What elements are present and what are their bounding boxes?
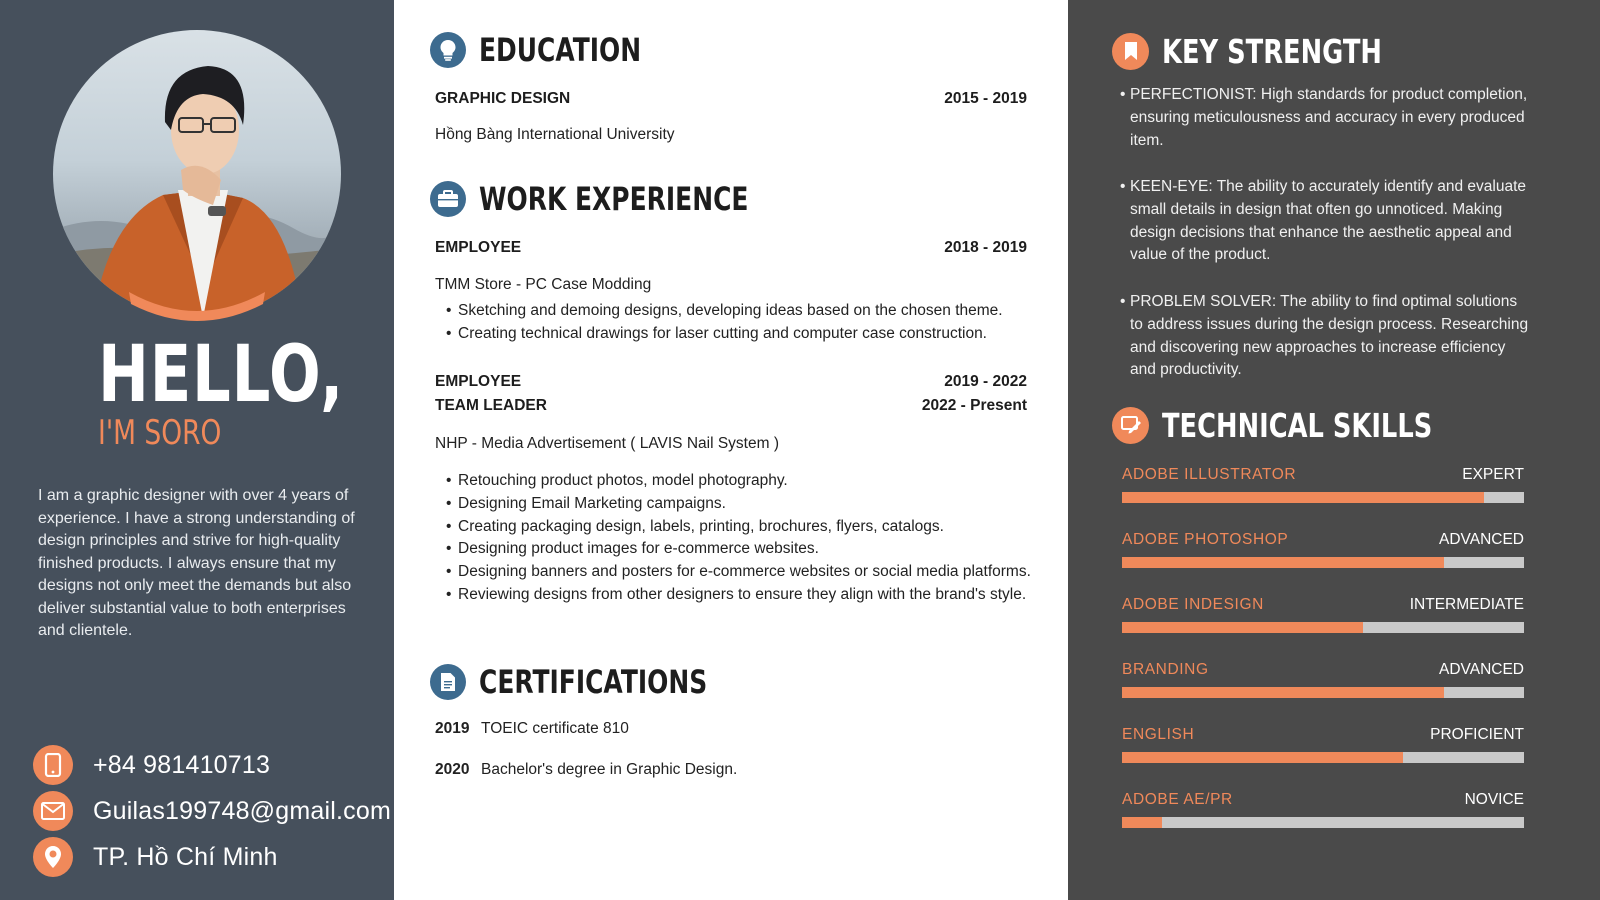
contact-location (33, 837, 383, 877)
job1-years: 2018 - 2019 (944, 239, 1027, 256)
strength-text: KEEN-EYE: The ability to accurately identify and evaluate small details in design that often go unnoticed. Making design decisions that enhance the aesthetic appeal and value of the product. (1130, 178, 1527, 264)
name-subheading: I'M SORO (98, 413, 222, 453)
job2-years1: 2019 - 2022 (944, 373, 1027, 390)
skill-level: PROFICIENT (1430, 726, 1524, 743)
bookmark-icon (1112, 33, 1149, 70)
skill-bar-fill (1122, 687, 1444, 698)
skill-bar-fill (1122, 492, 1484, 503)
work-header (430, 180, 824, 218)
work-title: WORK EXPERIENCE (479, 180, 749, 218)
skill-level: NOVICE (1464, 791, 1524, 808)
right-panel (1068, 0, 1600, 900)
strength-item: • KEEN-EYE: The ability to accurately identify and evaluate small details in design that often go unnoticed. Making design decisions that enhance the aesthetic appeal and value of the product. (1120, 178, 1527, 264)
education-title: EDUCATION (479, 31, 642, 69)
job1-row (435, 239, 1027, 257)
list-item: • Creating technical drawings for laser cutting and computer case construction. (446, 323, 1003, 346)
main-content (394, 0, 1068, 900)
education-header (430, 31, 687, 69)
education-row (435, 90, 1027, 108)
skill-level: ADVANCED (1439, 531, 1524, 548)
greeting-heading: HELLO, (98, 330, 345, 420)
skills-header (1112, 405, 1509, 445)
contact-phone (33, 745, 383, 785)
skill-bar (1122, 817, 1524, 828)
strengths-title: KEY STRENGTH (1162, 31, 1382, 71)
left-panel (0, 0, 394, 900)
photo-accent-arc (53, 30, 341, 330)
skill-level: INTERMEDIATE (1409, 596, 1524, 613)
list-item: • Reviewing designs from other designers to ensure they align with the brand's style. (446, 584, 1031, 607)
skill-row (1122, 726, 1524, 762)
certifications-title: CERTIFICATIONS (479, 663, 708, 701)
cert-item (435, 761, 737, 779)
strength-text: PERFECTIONIST: High standards for product completion, ensuring meticulousness and accuracy in every produced item. (1130, 86, 1528, 149)
skill-bar-fill (1122, 622, 1363, 633)
list-item: • Retouching product photos, model photography. (446, 470, 1031, 493)
education-degree: GRAPHIC DESIGN (435, 90, 571, 107)
skill-level: ADVANCED (1439, 661, 1524, 678)
location-text: TP. Hồ Chí Minh (93, 842, 278, 871)
skill-level: EXPERT (1462, 466, 1524, 483)
job1-role: EMPLOYEE (435, 239, 522, 256)
skill-row (1122, 791, 1524, 827)
document-icon (430, 664, 466, 700)
skill-row (1122, 596, 1524, 632)
cert-item (435, 720, 629, 738)
education-school: Hồng Bàng International University (435, 126, 675, 143)
design-tools-icon (1112, 407, 1149, 444)
mail-icon (33, 791, 73, 831)
strength-item: • PERFECTIONIST: High standards for product completion, ensuring meticulousness and accuracy in every produced item. (1120, 86, 1528, 149)
skill-name: BRANDING (1122, 661, 1209, 678)
contact-email (33, 791, 391, 831)
job1-company: TMM Store - PC Case Modding (435, 276, 652, 293)
list-item: • Designing product images for e-commerce websites. (446, 538, 1031, 561)
job1-bullets (446, 300, 1003, 346)
skill-bar (1122, 492, 1524, 503)
phone-icon (33, 745, 73, 785)
skill-name: ADOBE AE/PR (1122, 791, 1233, 808)
skill-bar (1122, 752, 1524, 763)
strengths-header (1112, 31, 1444, 71)
skill-bar (1122, 557, 1524, 568)
list-item: • Designing banners and posters for e-commerce websites or social media platforms. (446, 561, 1031, 584)
lightbulb-icon (430, 32, 466, 68)
phone-text[interactable]: +84 981410713 (93, 750, 271, 779)
certifications-header (430, 663, 772, 701)
list-item: • Creating packaging design, labels, printing, brochures, flyers, catalogs. (446, 516, 1031, 539)
job2-row1 (435, 373, 1027, 391)
strength-text: PROBLEM SOLVER: The ability to find optimal solutions to address issues during the design process. Researching and discovering new approaches to increase efficiency and productivity. (1130, 293, 1529, 379)
skill-name: ADOBE PHOTOSHOP (1122, 531, 1289, 548)
skill-bar (1122, 622, 1524, 633)
job2-years2: 2022 - Present (921, 397, 1027, 414)
skill-bar-fill (1122, 557, 1444, 568)
cert-year: 2020 (435, 761, 470, 778)
cert-year: 2019 (435, 720, 470, 737)
profile-photo-frame (53, 30, 341, 330)
job2-row2 (435, 397, 1027, 415)
job2-company: NHP - Media Advertisement ( LAVIS Nail System ) (435, 435, 779, 452)
skill-bar-fill (1122, 817, 1162, 828)
strength-item: • PROBLEM SOLVER: The ability to find optimal solutions to address issues during the design process. Researching and discovering new approaches to increase efficiency and productivity. (1120, 293, 1529, 379)
cert-text: TOEIC certificate 810 (481, 720, 629, 737)
job2-bullets (446, 470, 1031, 607)
skill-bar (1122, 687, 1524, 698)
email-link[interactable]: Guilas199748@gmail.com (93, 796, 391, 825)
bio-text: I am a graphic designer with over 4 years of experience. I have a strong understanding of design principles and strive for high-quality finished products. I always ensure that my designs not only meet the demands but also deliver substantial value to both enterprises and clientele. (38, 487, 355, 639)
list-item: • Sketching and demoing designs, developing ideas based on the chosen theme. (446, 300, 1003, 323)
briefcase-icon (430, 181, 466, 217)
cert-text: Bachelor's degree in Graphic Design. (481, 761, 738, 778)
skill-row (1122, 661, 1524, 697)
skill-row (1122, 531, 1524, 567)
skill-name: ADOBE ILLUSTRATOR (1122, 466, 1297, 483)
education-years: 2015 - 2019 (944, 90, 1027, 107)
skill-name: ADOBE INDESIGN (1122, 596, 1264, 613)
skill-row (1122, 466, 1524, 502)
skill-bar-fill (1122, 752, 1403, 763)
list-item: • Designing Email Marketing campaigns. (446, 493, 1031, 516)
skill-name: ENGLISH (1122, 726, 1195, 743)
job2-role2: TEAM LEADER (435, 397, 547, 414)
location-pin-icon (33, 837, 73, 877)
skills-title: TECHNICAL SKILLS (1162, 405, 1433, 445)
job2-role1: EMPLOYEE (435, 373, 522, 390)
